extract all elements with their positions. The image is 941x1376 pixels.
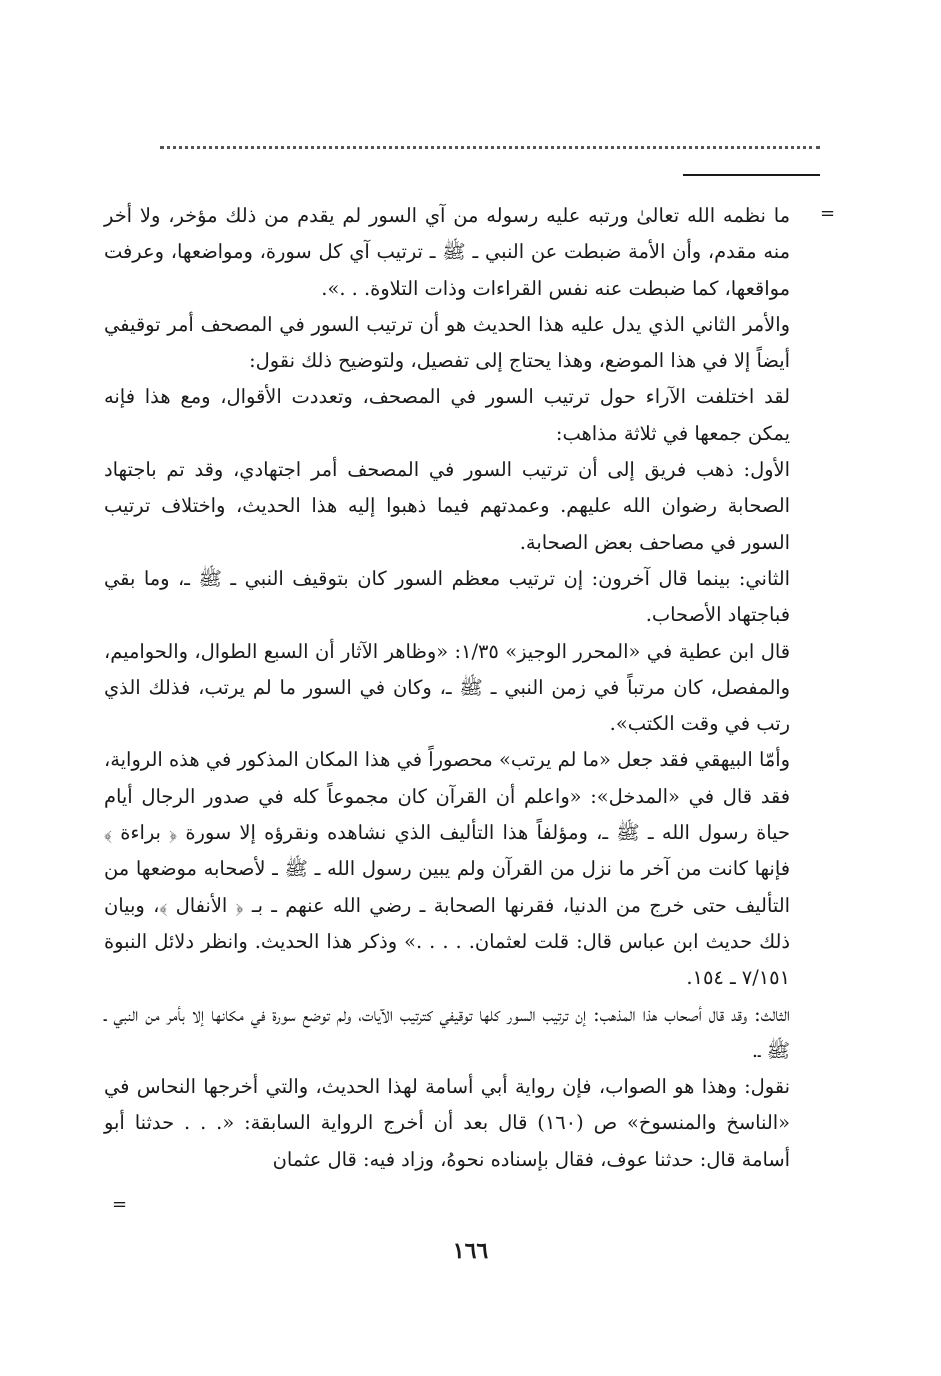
paragraph-3: لقد اختلفت الآراء حول ترتيب السور في المصحف، وتعددت الأقوال، ومع هذا فإنه يمكن جمعها في ثلاثة مذاهب:	[104, 385, 790, 445]
paragraph-4: الأول: ذهب فريق إلى أن ترتيب السور في المصحف أمر اجتهادي، وقد تم باجتهاد الصحابة رضوان الله عليهم. وعمدتهم فيما ذهبوا إليه هذا الحديث، واختلاف ترتيب السور في مصاحف بعض الصحابة.	[104, 458, 790, 554]
paragraph-1: ما نظمه الله تعالىٰ ورتبه عليه رسوله من آي السور لم يقدم من ذلك مؤخر، ولا أخر منه مقدم، وأن الأمة ضبطت عن النبي ـ ﷺ ـ ترتيب آي كل سورة، ومواضعها، وعرفت مواقعها، كما ضبطت عنه نفس القراءات وذات التلاوة. . .».	[104, 204, 790, 300]
paragraph-5: الثاني: بينما قال آخرون: إن ترتيب معظم السور كان بتوقيف النبي ـ ﷺ ـ، وما بقي فباجتهاد الأصحاب.	[104, 566, 790, 627]
footnote-rule	[683, 174, 820, 176]
continuation-mark-bottom: =	[112, 1194, 128, 1215]
page-number: ١٦٦	[452, 1238, 489, 1264]
paragraph-7: وأمّا البيهقي فقد جعل «ما لم يرتب» محصوراً في هذا المكان المذكور في هذه الرواية، فقد قال في «المدخل»: «واعلم أن القرآن كان مجموعاً كله في صدور الرجال أيام حياة رسول الله ـ ﷺ ـ، ومؤلفاً هذا التأليف الذي نشاهده ونقرؤه إلا سورة ﴿ براءة ﴾ فإنها كانت من آخر ما نزل من القرآن ولم يبين رسول الله ـ ﷺ ـ لأصحابه موضعها من التأليف حتى خرج من الدنيا، فقرنها الصحابة ـ رضي الله عنهم ـ بـ ﴿ الأنفال ﴾، وبيان ذلك حديث ابن عباس قال: قلت لعثمان. . . . .» وذكر هذا الحديث. وانظر دلائل النبوة ٧/١٥١ ـ ١٥٤.	[104, 748, 790, 990]
continuation-mark-top: =	[820, 203, 836, 224]
paragraph-2: والأمر الثاني الذي يدل عليه هذا الحديث هو أن ترتيب السور في المصحف أمر توقيفي أيضاً إلا في هذا الموضع، وهذا يحتاج إلى تفصيل، ولتوضيح ذلك نقول:	[104, 312, 790, 373]
footnote-text	[104, 198, 790, 1178]
paragraph-9: نقول: وهذا هو الصواب، فإن رواية أبي أسامة لهذا الحديث، والتي أخرجها النحاس في «الناسخ والمنسوخ» ص (١٦٠) قال بعد أن أخرج الرواية السابقة: «. . . حدثنا أبو أسامة قال: حدثنا عوف، فقال بإسناده نحوهُ، وزاد فيه: قال عثمان	[104, 1075, 790, 1171]
paragraph-6: قال ابن عطية في «المحرر الوجيز» ١/٣٥: «وظاهر الآثار أن السبع الطوال، والحواميم، والمفصل، كان مرتباً في زمن النبي ـ ﷺ ـ، وكان في السور ما لم يرتب، فذلك الذي رتب في وقت الكتب».	[104, 639, 790, 736]
paragraph-8: الثالث: وقد قال أصحاب هذا المذهب: إن ترتيب السور كلها توقيفي كترتيب الآيات، ولم توضع سورة في مكانها إلا بأمر من النبي ـ ﷺ ـ.	[104, 1002, 790, 1062]
dotted-separator	[160, 146, 820, 149]
